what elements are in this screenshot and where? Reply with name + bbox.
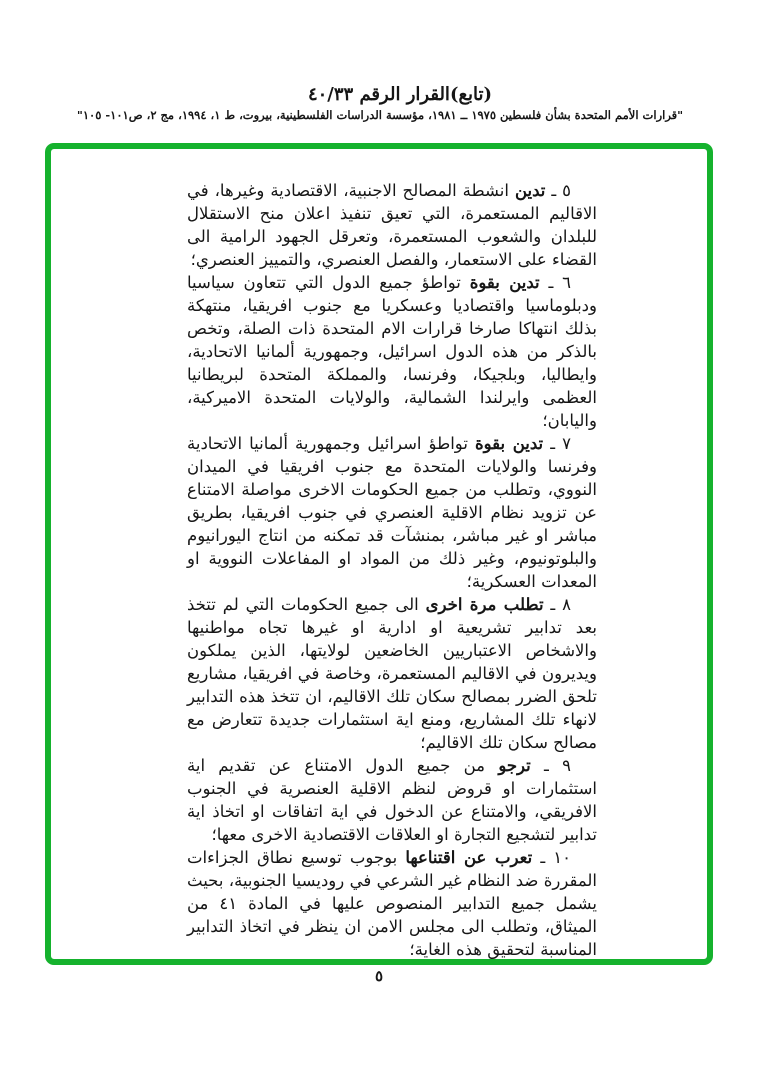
paragraph-number: ٩ — [562, 756, 572, 775]
paragraph-number: ٦ — [562, 273, 572, 292]
paragraph-lead: تدين بقوة — [475, 434, 544, 453]
paragraph-separator: ـ — [544, 756, 549, 775]
resolution-text — [187, 179, 597, 961]
paragraph-number: ٥ — [562, 181, 572, 200]
paragraph-6 — [187, 271, 597, 432]
paragraph-body: تواطؤ اسرائيل وجمهورية ألمانيا الاتحادية وفرنسا والولايات المتحدة مع جنوب افريقيا في الميدان النووي، وتطلب من جميع الحكومات الاخرى مواصلة الامتناع عن تزويد نظام الاقلية العنصري في جنوب افريقيا، بطريق مباشر او غير مباشر، بمنشآت قد تمكنه من انتاج اليورانيوم والبلوتونيوم، وغير ذلك من المواد او المفاعلات النووية او المعدات العسكرية؛ — [187, 434, 597, 591]
resolution-title: (تابع)القرار الرقم ٤٠/٣٣ — [307, 84, 493, 106]
paragraph-number: ٨ — [562, 595, 572, 614]
paragraph-body: من جميع الدول الامتناع عن تقديم اية استثمارات او قروض لنظم الاقلية العنصرية في الجنوب الافريقي، والامتناع عن الدخول في اية اتفاقات او اتخاذ اية تدابير لتشجيع التجارة او العلاقات الاقتصادية الاخرى معها؛ — [187, 756, 597, 844]
paragraph-separator: ـ — [548, 273, 554, 292]
paragraph-separator: ـ — [551, 181, 557, 200]
paragraph-lead: تعرب عن اقتناعها — [405, 848, 533, 867]
paragraph-separator: ـ — [550, 595, 556, 614]
source-citation: "قرارات الأمم المتحدة بشأن فلسطين ١٩٧٥ ــ ١٩٨١، مؤسسة الدراسات الفلسطينية، بيروت، ط ١، ١٩٩٤، مج ٢، ص١٠١- ١٠٥" — [76, 108, 684, 122]
paragraph-body: الى جميع الحكومات التي لم تتخذ بعد تدابير تشريعية او ادارية او غيرها تجاه مواطنيها والاشخاص الاعتباريين الخاضعين لولايتها، الذين يملكون ويديرون في الاقاليم المستعمرة، وخاصة في افريقيا، مشاريع تلحق الضرر بمصالح سكان تلك الاقاليم، ان تتخذ هذه التدابير لانهاء تلك المشاريع، ومنع اية استثمارات جديدة تتعارض مع مصالح سكان تلك الاقاليم؛ — [187, 595, 597, 752]
paragraph-lead: تطلب مرة اخرى — [425, 595, 544, 614]
paragraph-body: بوجوب توسيع نطاق الجزاءات المقررة ضد النظام غير الشرعي في روديسيا الجنوبية، بحيث يشمل جميع التدابير المنصوص عليها في المادة ٤١ من الميثاق، وتطلب الى مجلس الامن ان ينظر في اتخاذ التدابير المناسبة لتحقيق هذه الغاية؛ — [187, 848, 597, 959]
paragraph-body: تواطؤ جميع الدول التي تتعاون سياسيا ودبلوماسيا واقتصاديا وعسكريا مع جنوب افريقيا، منتهكة بذلك انتهاكا صارخا قرارات الام المتحدة ذات الصلة، وتخص بالذكر من هذه الدول اسرائيل، وجمهورية ألمانيا الاتحادية، وايطاليا، وبلجيكا، وفرنسا، والمملكة المتحدة لبريطانيا العظمى وايرلندا الشمالية، والولايات المتحدة الاميركية، واليابان؛ — [187, 273, 597, 430]
page-number: ٥ — [374, 967, 384, 985]
paragraph-7 — [187, 432, 597, 593]
paragraph-body: انشطة المصالح الاجنبية، الاقتصادية وغيرها، في الاقاليم المستعمرة، التي تعيق تنفيذ اعلان منح الاستقلال للبلدان والشعوب المستعمرة، وتعرقل الجهود الرامية الى القضاء على الاستعمار، والفصل العنصري، والتمييز العنصري؛ — [187, 181, 597, 269]
paragraph-number: ١٠ — [553, 848, 572, 867]
paragraph-5 — [187, 179, 597, 271]
paragraph-9 — [187, 754, 597, 846]
paragraph-8 — [187, 593, 597, 754]
paragraph-10 — [187, 846, 597, 961]
paragraph-number: ٧ — [562, 434, 572, 453]
paragraph-lead: ترجو — [498, 756, 531, 775]
paragraph-lead: تدين — [514, 181, 546, 200]
paragraph-separator: ـ — [550, 434, 556, 453]
paragraph-lead: تدين بقوة — [469, 273, 540, 292]
paragraph-separator: ـ — [540, 848, 546, 867]
